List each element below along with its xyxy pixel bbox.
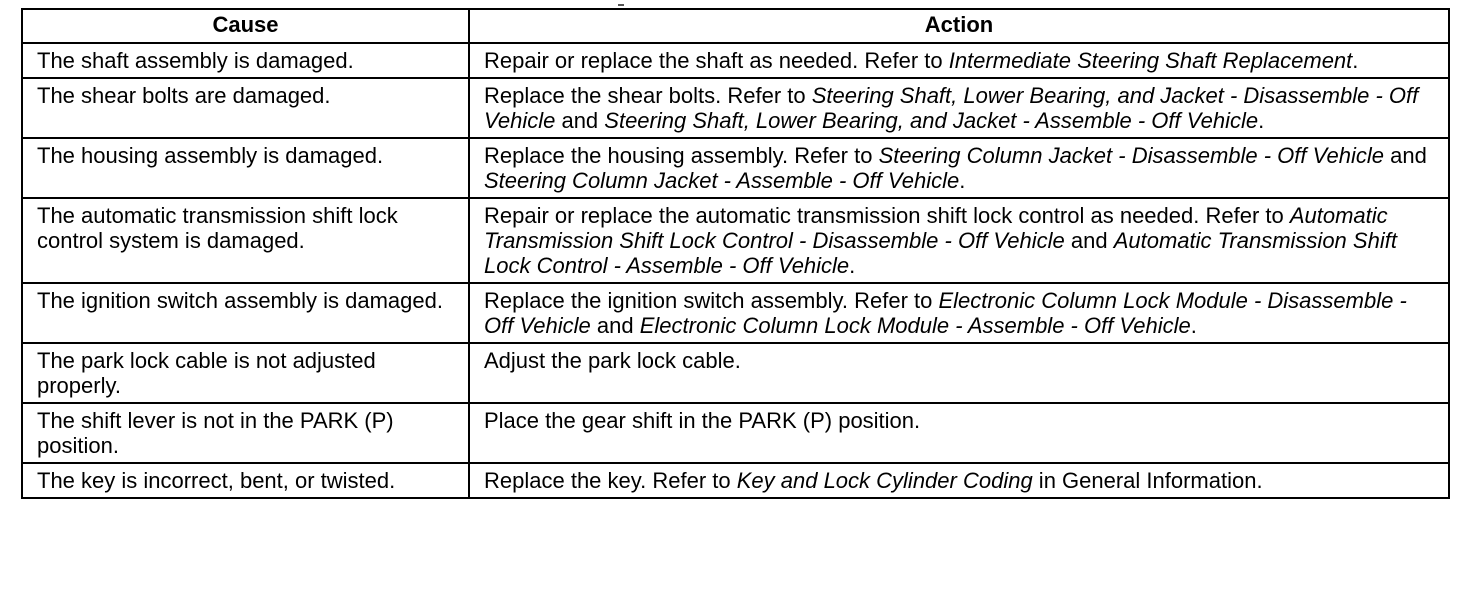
table-row [22, 43, 1449, 78]
table-row [22, 198, 1449, 283]
action-text: Replace the housing assembly. Refer to [484, 143, 879, 168]
cause-column-header: Cause [22, 9, 469, 43]
action-text: . [1258, 108, 1265, 133]
action-cell [469, 343, 1449, 403]
action-column-header: Action [469, 9, 1449, 43]
action-text: and [1383, 143, 1427, 168]
table-row [22, 343, 1449, 403]
procedure-reference: Automatic Transmission Shift Lock Control - Assemble - Off Vehicle [484, 228, 1397, 278]
action-text: . [959, 168, 966, 193]
action-text: in General Information. [1032, 468, 1263, 493]
action-text: Repair or replace the automatic transmission shift lock control as needed. Refer to [484, 203, 1290, 228]
procedure-reference: Steering Shaft, Lower Bearing, and Jacket - Assemble - Off Vehicle [604, 108, 1259, 133]
action-cell [469, 138, 1449, 198]
action-text: Replace the key. Refer to [484, 468, 737, 493]
action-text: Replace the shear bolts. Refer to [484, 83, 812, 108]
cause-cell: The shift lever is not in the PARK (P) position. [22, 403, 469, 463]
action-text: Place the gear shift in the PARK (P) position. [484, 408, 921, 433]
cause-cell: The automatic transmission shift lock control system is damaged. [22, 198, 469, 283]
action-text: and [1064, 228, 1114, 253]
cause-cell: The ignition switch assembly is damaged. [22, 283, 469, 343]
cause-cell: The shaft assembly is damaged. [22, 43, 469, 78]
procedure-reference: Automatic Transmission Shift Lock Control - Disassemble - Off Vehicle [484, 203, 1388, 253]
action-text: . [849, 253, 856, 278]
table-row [22, 403, 1449, 463]
action-cell [469, 403, 1449, 463]
procedure-reference: Steering Column Jacket - Disassemble - Off Vehicle [878, 143, 1384, 168]
action-text: Adjust the park lock cable. [484, 348, 741, 373]
procedure-reference: Key and Lock Cylinder Coding [736, 468, 1033, 493]
cause-cell: The shear bolts are damaged. [22, 78, 469, 138]
procedure-reference: Steering Shaft, Lower Bearing, and Jacket - Disassemble - Off Vehicle [484, 83, 1419, 133]
action-text: and [590, 313, 640, 338]
cause-cell: The key is incorrect, bent, or twisted. [22, 463, 469, 498]
action-cell [469, 283, 1449, 343]
cause-cell: The park lock cable is not adjusted properly. [22, 343, 469, 403]
procedure-reference: Steering Column Jacket - Assemble - Off Vehicle [484, 168, 960, 193]
procedure-reference: Electronic Column Lock Module - Assemble - Off Vehicle [639, 313, 1191, 338]
action-cell [469, 78, 1449, 138]
action-cell [469, 198, 1449, 283]
action-text: . [1190, 313, 1197, 338]
procedure-reference: Electronic Column Lock Module - Disassemble - Off Vehicle [484, 288, 1407, 338]
table-row [22, 463, 1449, 498]
table-body [22, 43, 1449, 498]
diagnostic-table [21, 8, 1450, 499]
action-text: . [1352, 48, 1359, 73]
table-row [22, 283, 1449, 343]
scan-artifact [618, 4, 624, 6]
action-text: and [555, 108, 605, 133]
procedure-reference: Intermediate Steering Shaft Replacement [948, 48, 1353, 73]
action-cell [469, 43, 1449, 78]
action-cell [469, 463, 1449, 498]
table-header-row [22, 9, 1449, 43]
action-text: Replace the ignition switch assembly. Refer to [484, 288, 939, 313]
table-row [22, 78, 1449, 138]
action-text: Repair or replace the shaft as needed. Refer to [484, 48, 949, 73]
cause-cell: The housing assembly is damaged. [22, 138, 469, 198]
table-row [22, 138, 1449, 198]
